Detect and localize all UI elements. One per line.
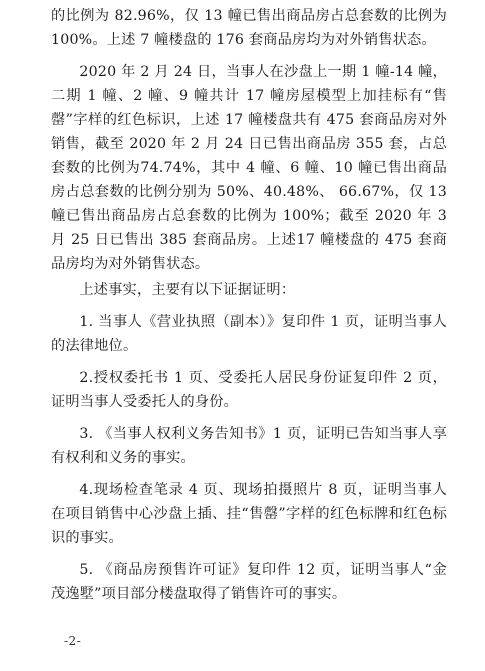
paragraph-sales-facts: 2020 年 2 月 24 日，当事人在沙盘上一期 1 幢-14 幢，二期 1 幢、2 幢、9 幢共计 17 幢房屋模型上加挂标有“售罄”字样的红色标识，上述 17 幢楼盘共有 475 套商品房对外销售，截至 2020 年 2 月 24 日已售出商品房 355 套，占总套数的比例为74.74%，其中 4 幢、6 幢、10 幢已售出商品房占总套数的比例分别为 50%、40.48%、 66.67%，仅 13 幢已售出商品房占总套数的比例为 100%；截至 2020 年 3 月 25 日已售出 385 套商品房。上述17 幢楼盘的 475 套商品房均为对外销售状态。 <box>51 64 447 272</box>
page-number: -2- <box>64 634 82 648</box>
evidence-item-5: 5. 《商品房预售许可证》复印件 12 页，证明当事人“金茂逸墅”项目部分楼盘取得了销售许可的事实。 <box>51 562 447 602</box>
evidence-item-3: 3. 《当事人权利义务告知书》1 页，证明已告知当事人享有权利和义务的事实。 <box>51 426 447 466</box>
document-body <box>51 4 447 606</box>
paragraph-evidence-intro: 上述事实，主要有以下证据证明： <box>79 282 296 298</box>
paragraph-continuation: 的比例为 82.96%，仅 13 幢已售出商品房占总套数的比例为100%。上述 7 幢楼盘的 176 套商品房均为对外销售状态。 <box>51 8 447 48</box>
evidence-item-2: 2.授权委托书 1 页、受委托人居民身份证复印件 2 页，证明当事人受委托人的身份。 <box>51 370 447 410</box>
evidence-item-4: 4.现场检查笔录 4 页、现场拍摄照片 8 页，证明当事人在项目销售中心沙盘上插、挂“售罄”字样的红色标牌和红色标识的事实。 <box>51 482 447 546</box>
evidence-item-1: 1. 当事人《营业执照（副本）》复印件 1 页，证明当事人的法律地位。 <box>51 314 447 354</box>
